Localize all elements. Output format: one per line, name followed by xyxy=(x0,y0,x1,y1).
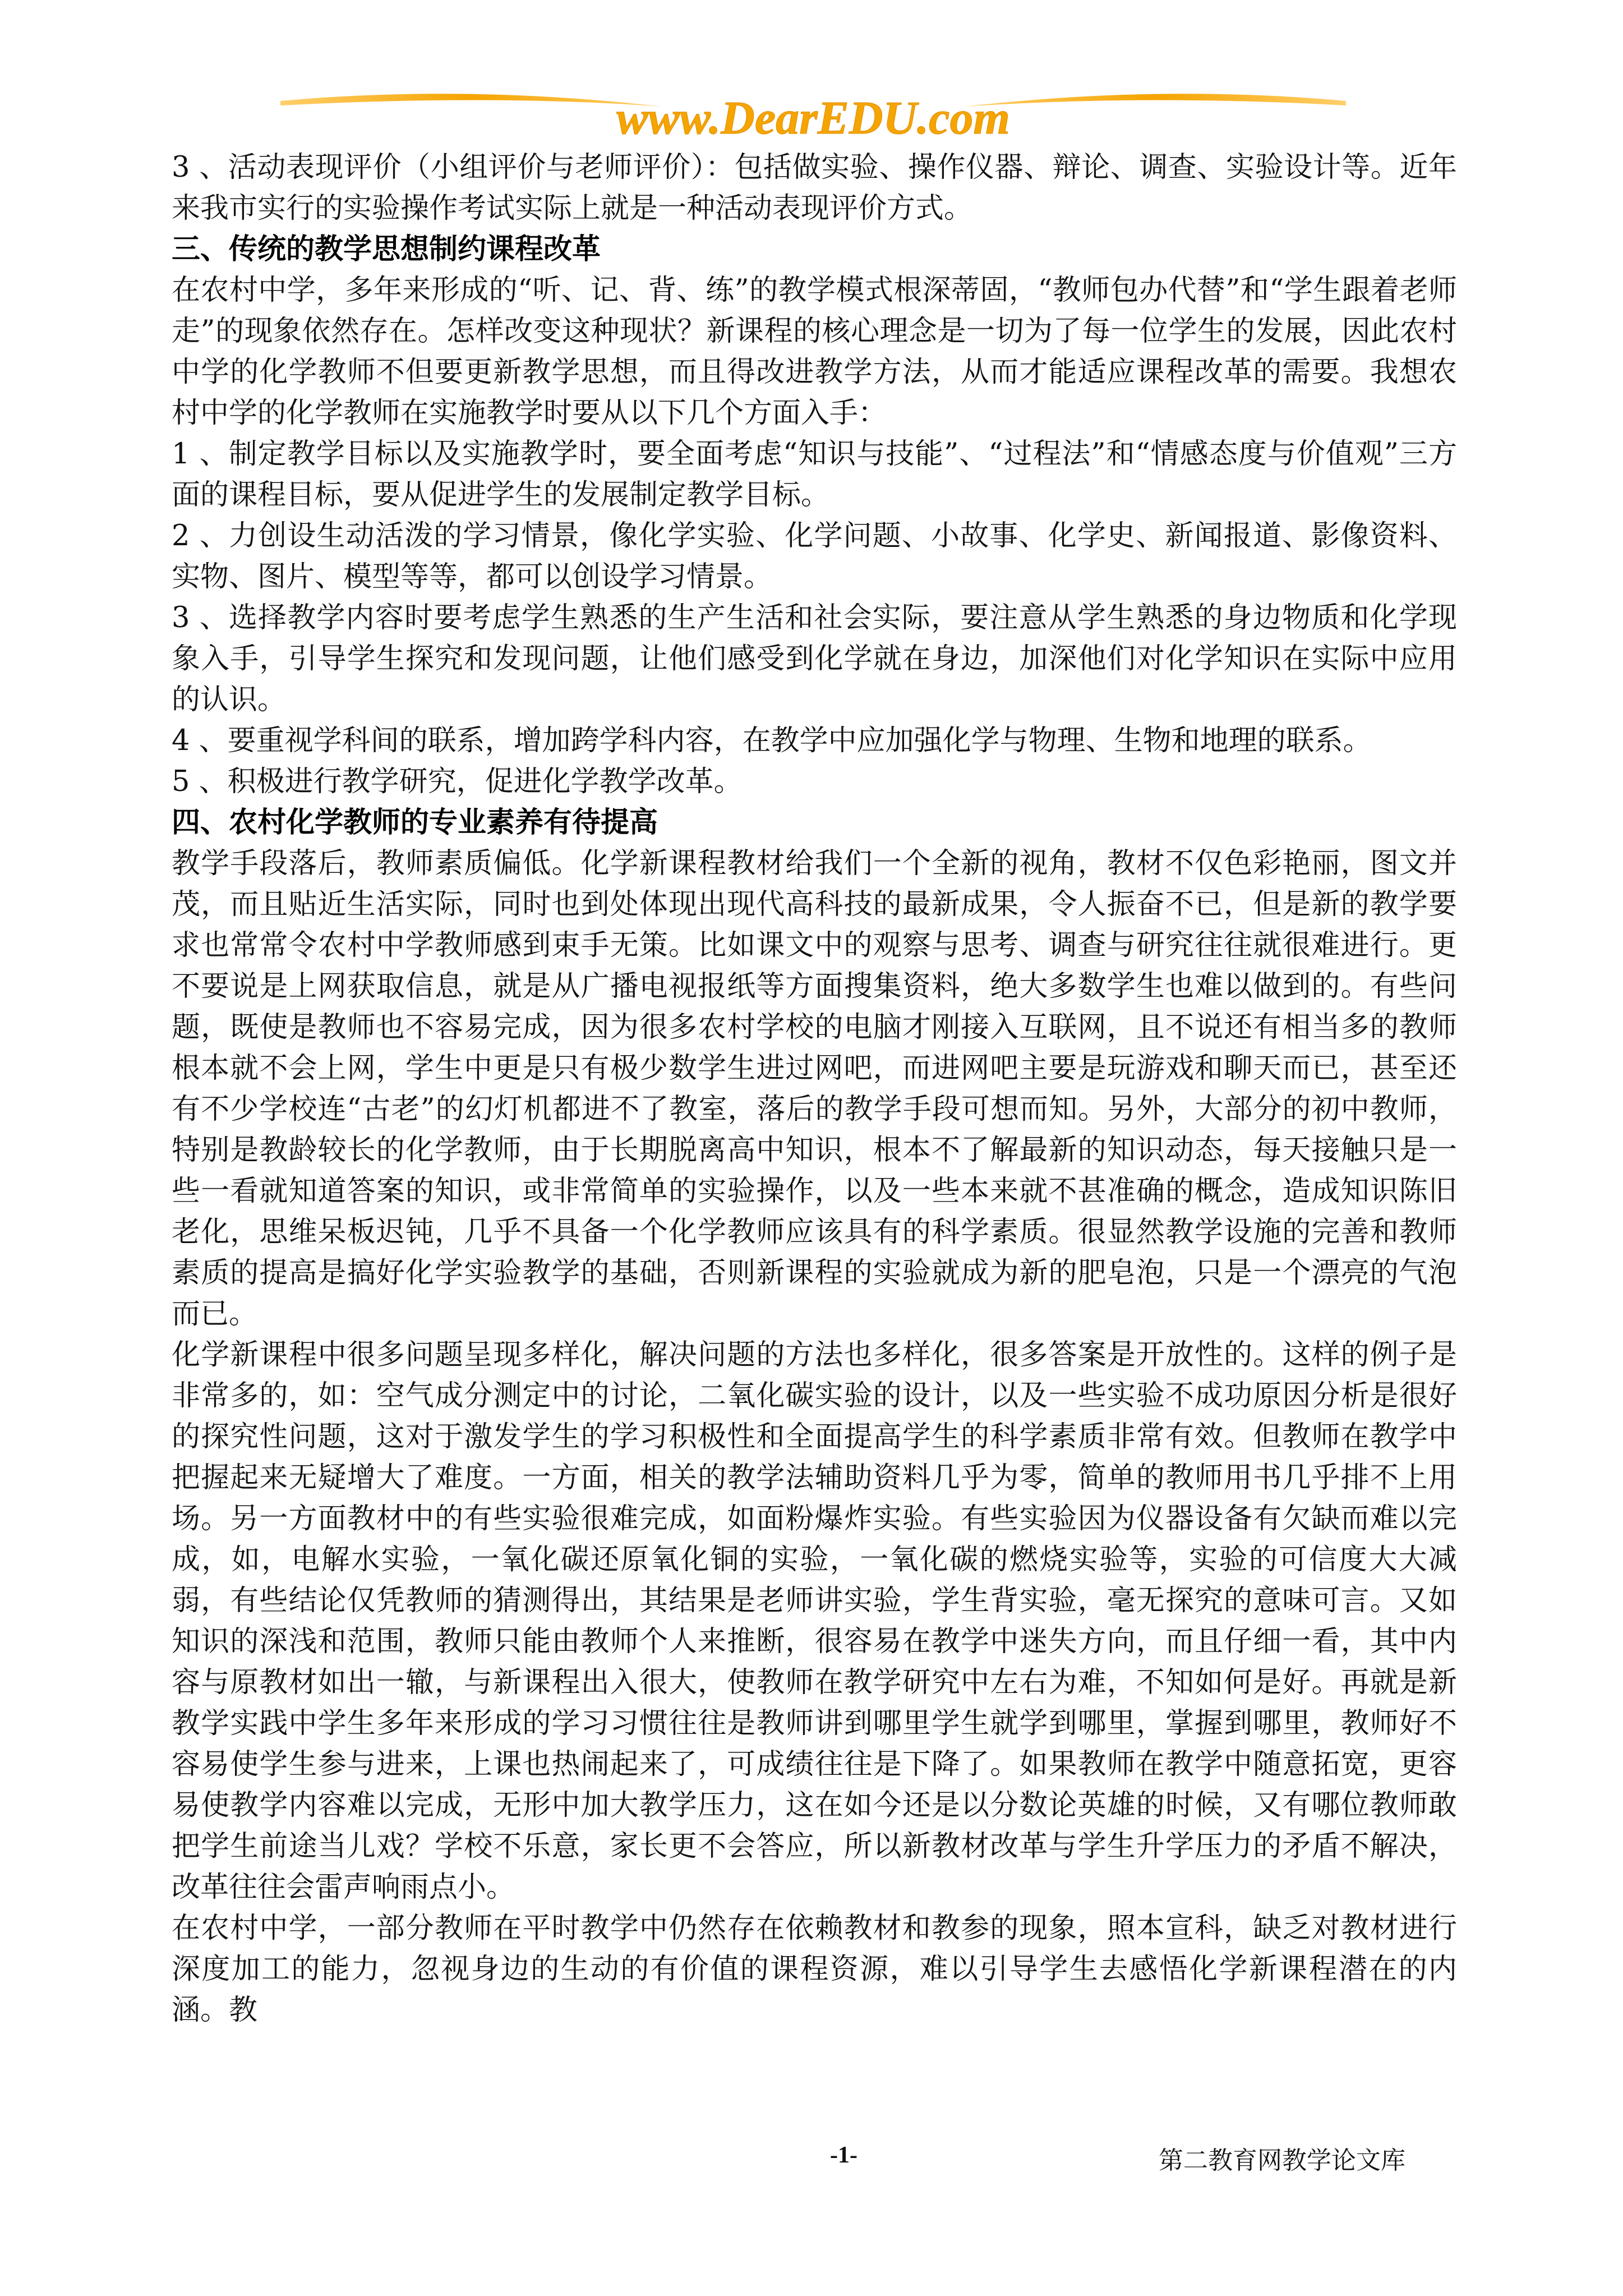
section-heading: 四、农村化学教师的专业素养有待提高 xyxy=(172,806,658,839)
logo-swoosh-left xyxy=(280,94,662,107)
paragraph: 3 、活动表现评价（小组评价与老师评价）：包括做实验、操作仪器、辩论、调查、实验设计等。近年来我市实行的实验操作考试实际上就是一种活动表现评价方式。 xyxy=(172,151,1457,225)
paragraph: 教学手段落后，教师素质偏低。化学新课程教材给我们一个全新的视角，教材不仅色彩艳丽，图文并茂，而且贴近生活实际，同时也到处体现出现代高科技的最新成果，令人振奋不已，但是新的教学要求也常常令农村中学教师感到束手无策。比如课文中的观察与思考、调查与研究往往就很难进行。更不要说是上网获取信息，就是从广播电视报纸等方面搜集资料，绝大多数学生也难以做到的。有些问题，既使是教师也不容易完成，因为很多农村学校的电脑才刚接入互联网，且不说还有相当多的教师根本就不会上网，学生中更是只有极少数学生进过网吧，而进网吧主要是玩游戏和聊天而已，甚至还有不少学校连“古老”的幻灯机都进不了教室，落后的教学手段可想而知。另外，大部分的初中教师，特别是教龄较长的化学教师，由于长期脱离高中知识，根本不了解最新的知识动态，每天接触只是一些一看就知道答案的知识，或非常简单的实验操作，以及一些本来就不甚准确的概念，造成知识陈旧老化，思维呆板迟钝，几乎不具备一个化学教师应该具有的科学素质。很显然教学设施的完善和教师素质的提高是搞好化学实验教学的基础，否则新课程的实验就成为新的肥皂泡，只是一个漂亮的气泡而已。 xyxy=(172,847,1457,1331)
article-body xyxy=(172,147,1457,2031)
page-number: -1- xyxy=(830,2142,857,2168)
paragraph: 1 、制定教学目标以及实施教学时，要全面考虑“知识与技能”、“过程法”和“情感态度与价值观”三方面的课程目标，要从促进学生的发展制定教学目标。 xyxy=(172,438,1457,512)
footer-source: 第二教育网教学论文库 xyxy=(1159,2146,1405,2175)
section-heading: 三、传统的教学思想制约课程改革 xyxy=(172,233,601,266)
paragraph: 在农村中学，多年来形成的“听、记、背、练”的教学模式根深蒂固，“教师包办代替”和“学生跟着老师走”的现象依然存在。怎样改变这种现状？新课程的核心理念是一切为了每一位学生的发展，因此农村中学的化学教师不但要更新教学思想，而且得改进教学方法，从而才能适应课程改革的需要。我想农村中学的化学教师在实施教学时要从以下几个方面入手： xyxy=(172,274,1457,430)
paragraph: 3 、选择教学内容时要考虑学生熟悉的生产生活和社会实际，要注意从学生熟悉的身边物质和化学现象入手，引导学生探究和发现问题，让他们感受到化学就在身边，加深他们对化学知识在实际中应用的认识。 xyxy=(172,601,1457,716)
paragraph: 4 、要重视学科间的联系，增加跨学科内容，在教学中应加强化学与物理、生物和地理的联系。 xyxy=(172,724,1372,757)
paragraph: 在农村中学，一部分教师在平时教学中仍然存在依赖教材和教参的现象，照本宣科，缺乏对教材进行深度加工的能力，忽视身边的生动的有价值的课程资源，难以引导学生去感悟化学新课程潜在的内涵。教 xyxy=(172,1912,1457,2027)
logo-text: www.DearEDU.com xyxy=(616,92,1010,144)
paragraph: 化学新课程中很多问题呈现多样化，解决问题的方法也多样化，很多答案是开放性的。这样的例子是非常多的，如：空气成分测定中的讨论，二氧化碳实验的设计，以及一些实验不成功原因分析是很好的探究性问题，这对于激发学生的学习积极性和全面提高学生的科学素质非常有效。但教师在教学中把握起来无疑增大了难度。一方面，相关的教学法辅助资料几乎为零，简单的教师用书几乎排不上用场。另一方面教材中的有些实验很难完成，如面粉爆炸实验。有些实验因为仪器设备有欠缺而难以完成，如，电解水实验，一氧化碳还原氧化铜的实验，一氧化碳的燃烧实验等，实验的可信度大大减弱，有些结论仅凭教师的猜测得出，其结果是老师讲实验，学生背实验，毫无探究的意味可言。又如知识的深浅和范围，教师只能由教师个人来推断，很容易在教学中迷失方向，而且仔细一看，其中内容与原教材如出一辙，与新课程出入很大，使教师在教学研究中左右为难，不知如何是好。再就是新教学实践中学生多年来形成的学习习惯往往是教师讲到哪里学生就学到哪里，掌握到哪里，教师好不容易使学生参与进来，上课也热闹起来了，可成绩往往是下降了。如果教师在教学中随意拓宽，更容易使教学内容难以完成，无形中加大教学压力，这在如今还是以分数论英雄的时候，又有哪位教师敢把学生前途当儿戏？学校不乐意，家长更不会答应，所以新教材改革与学生升学压力的矛盾不解决，改革往往会雷声响雨点小。 xyxy=(172,1338,1457,1904)
paragraph: 5 、积极进行教学研究，促进化学教学改革。 xyxy=(172,765,743,798)
paragraph: 2 、力创设生动活泼的学习情景，像化学实验、化学问题、小故事、化学史、新闻报道、影像资料、实物、图片、模型等等，都可以创设学习情景。 xyxy=(172,519,1457,593)
logo-swoosh-right xyxy=(965,94,1346,107)
